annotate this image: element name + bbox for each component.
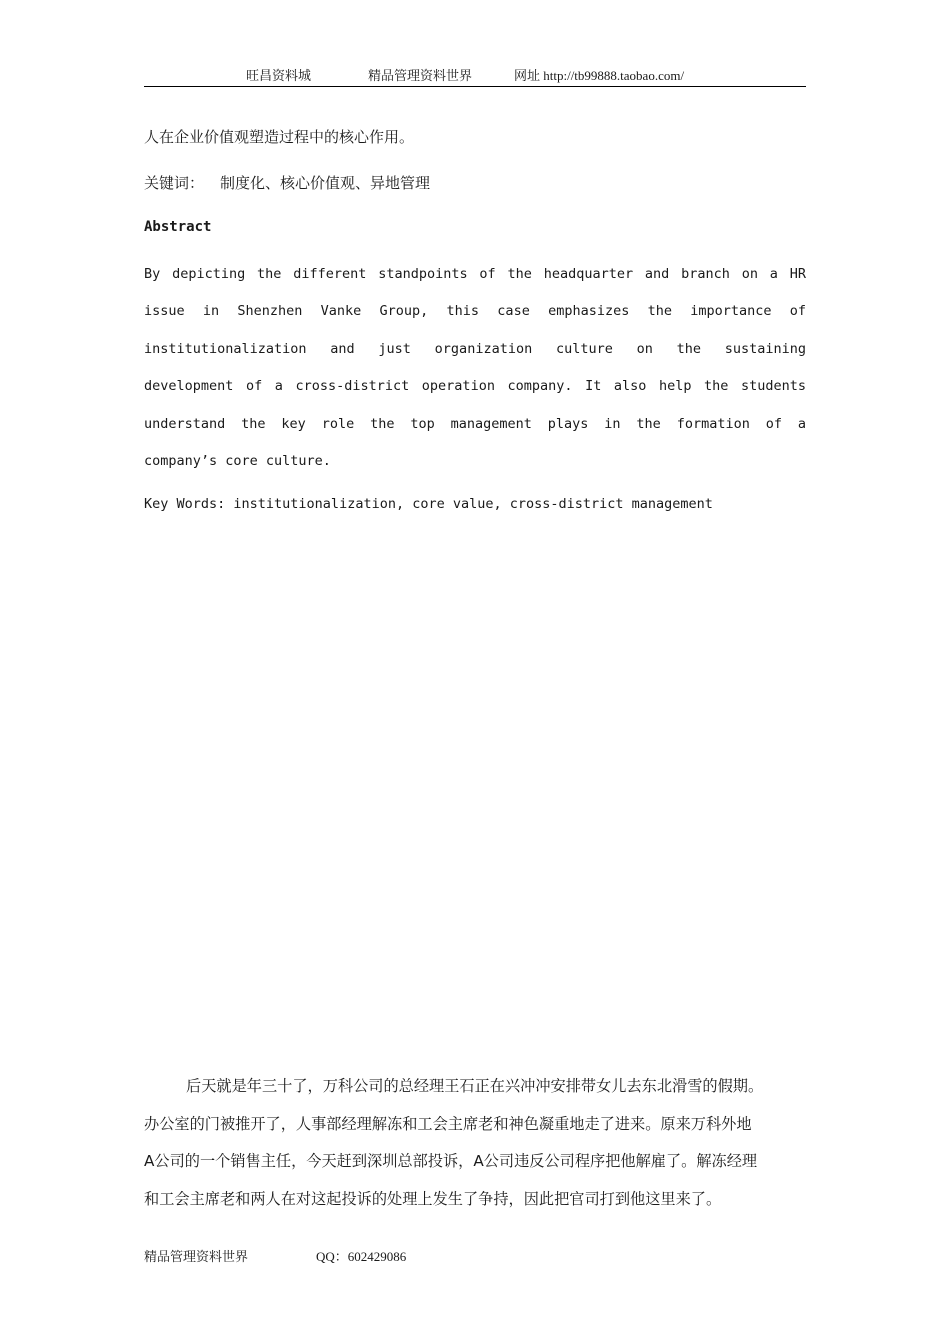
chinese-keywords-text: 制度化、核心价值观、异地管理	[220, 174, 431, 192]
page-footer	[144, 1246, 407, 1265]
abstract-line: By depicting the different standpoints of the headquarter and branch on a HR	[144, 266, 806, 282]
story-line: 办公室的门被推开了，人事部经理解冻和工会主席老和神色凝重地走了进来。原来万科外地	[144, 1114, 752, 1133]
chinese-abstract-tail: 人在企业价值观塑造过程中的核心作用。	[144, 128, 415, 146]
abstract-line: development of a cross-district operation company. It also help the students	[144, 378, 806, 395]
story-line: 和工会主席老和两人在对这起投诉的处理上发生了争持，因此把官司打到他这里来了。	[144, 1190, 722, 1209]
abstract-title: Abstract	[144, 219, 212, 235]
header-world-name: 精品管理资料世界	[368, 68, 473, 83]
chinese-keywords-label: 关键词：	[144, 174, 205, 192]
story-paragraph	[144, 1074, 828, 1225]
page-header	[144, 66, 806, 87]
abstract-line: institutionalization and just organization culture on the sustaining	[144, 340, 806, 357]
abstract-line: issue in Shenzhen Vanke Group, this case emphasizes the importance of	[144, 303, 806, 320]
header-shop-name: 旺昌资料城	[246, 68, 312, 83]
header-url: 网址 http://tb99888.taobao.com/	[514, 68, 685, 83]
abstract-body	[144, 262, 806, 486]
footer-world-name: 精品管理资料世界	[144, 1249, 249, 1264]
footer-qq: QQ：602429086	[316, 1249, 407, 1264]
story-line: A公司的一个销售主任，今天赶到深圳总部投诉，A公司违反公司程序把他解雇了。解冻经理	[144, 1152, 758, 1171]
abstract-line: understand the key role the top management plays in the formation of a	[144, 415, 806, 432]
english-keywords: Key Words: institutionalization, core value, cross-district management	[144, 496, 713, 512]
abstract-line: company’s core culture.	[144, 452, 331, 469]
chinese-keywords	[144, 172, 430, 193]
story-line: 后天就是年三十了，万科公司的总经理王石正在兴冲冲安排带女儿去东北滑雪的假期。	[186, 1077, 764, 1095]
